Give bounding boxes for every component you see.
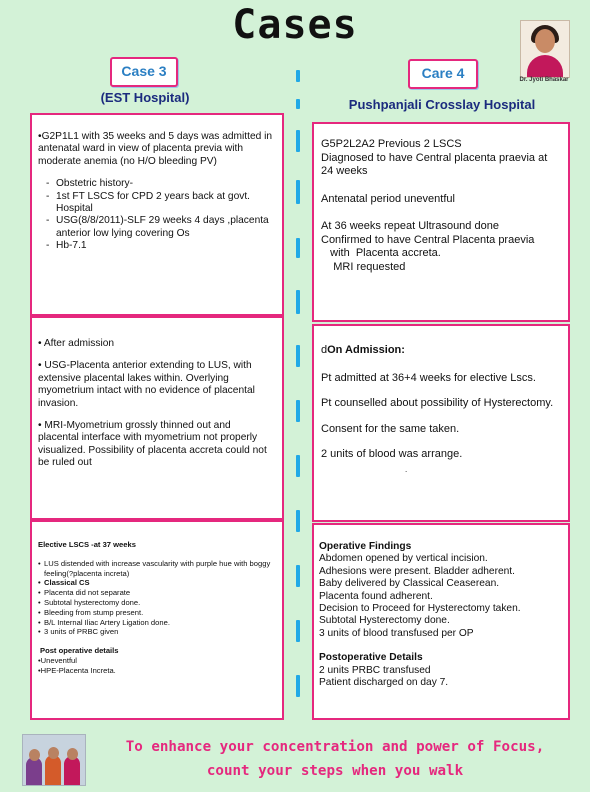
case-3-history-intro: •G2P1L1 with 35 weeks and 5 days was admitted in antenatal ward in view of placenta previa with moderate anemia (no H/O bleeding PV) [38,131,273,167]
divider-segment [296,238,300,258]
case-4-history-box [312,122,570,322]
case-4-op-line: Adhesions were present. Bladder adherent. [319,565,515,577]
case-3-admission-box [30,316,284,520]
divider-segment [296,400,300,422]
case-4-usg-line: At 36 weeks repeat Ultrasound done [321,220,499,232]
case-4-usg-line: MRI requested [321,260,406,273]
case-4-intro-line: G5P2L2A2 Previous 2 LSCS [321,138,462,150]
doctor-photo-face [535,29,555,53]
case-4-admission-dot: . [405,464,408,474]
list-item: - Obstetric history- [44,178,276,190]
case-4-antenatal: Antenatal period uneventful [321,192,455,205]
footer-person-head [29,749,40,761]
case-3-postop-item: •Uneventful [38,655,77,665]
case-4-admission-para: 2 units of blood was arrange. [321,448,463,460]
list-item: • Classical CS [38,578,276,588]
case-3-op-list [38,559,276,637]
list-item: • Subtotal hysterectomy done. [38,598,276,608]
footer-group-photo [22,734,86,786]
divider-segment [296,180,300,204]
footer-person-body [64,756,80,785]
list-item: - USG(8/8/2011)-SLF 29 weeks 4 days ,placenta anterior low lying covering Os [44,215,276,240]
case-3-admission-para: • USG-Placenta anterior extending to LUS, with extensive placental lakes within. Overlying myometrium intact with no evidence of placental invasion. [38,360,255,409]
case-4-admission-box [312,324,570,522]
case-4-op-line: 3 units of blood transfused per OP [319,627,474,639]
doctor-photo-body [527,55,563,77]
footer-person-head [67,748,78,760]
case-3-badge: Case 3 [110,57,178,87]
doctor-photo [520,20,570,78]
case-3-postop-title: Post operative details [40,646,119,656]
case-4-admission-para: Pt counselled about possibility of Hysterectomy. [321,397,554,409]
footer-person-head [48,747,59,759]
divider-segment [296,130,300,152]
case-4-postop-line: 2 units PRBC transfused [319,664,431,676]
case-4-usg-line: with Placenta accreta. [321,247,441,259]
list-item: • 3 units of PRBC given [38,627,276,637]
case-4-badge: Care 4 [408,59,478,89]
list-item: • Placenta did not separate [38,588,276,598]
case-3-admission-para: • After admission [38,338,115,349]
list-item: - 1st FT LSCS for CPD 2 years back at govt. Hospital [44,191,276,216]
case-3-history-list [38,178,276,252]
case-4-op-line: Abdomen opened by vertical incision. [319,553,488,565]
list-item: • Bleeding from stump present. [38,608,276,618]
case-3-operative-box [30,520,284,720]
case-4-admission-para: Consent for the same taken. [321,422,460,435]
page-title: Cases [232,2,358,48]
case-4-op-line: Baby delivered by Classical Ceaserean. [319,578,500,590]
footer-quote-line: count your steps when you walk [206,763,464,779]
case-4-admission-heading [321,344,562,358]
list-item: • B/L Internal Iliac Artery Ligation done. [38,618,276,628]
case-4-usg-line: Confirmed to have Central Placenta praevia [321,233,535,246]
divider-segment [296,290,300,314]
footer-person-body [26,757,42,785]
case-4-postop-title: Postoperative Details [319,652,423,664]
list-item: - Hb-7.1 [44,240,276,252]
divider-segment [296,620,300,642]
case-3-op-title: Elective LSCS -at 37 weeks [38,540,136,549]
case-4-intro-line: Diagnosed to have Central placenta praevia at 24 weeks [321,151,548,177]
divider-segment [296,99,300,109]
right-hospital-name: Pushpanjali Crosslay Hospital [348,97,536,112]
divider-segment [296,565,300,587]
case-4-admission-title: On Admission: [327,344,405,356]
case-3-postop-item: •HPE-Placenta Increta. [38,665,116,675]
divider-segment [296,70,300,82]
footer-person-body [45,755,61,785]
case-4-operative-box [312,523,570,720]
left-hospital-name: (EST Hospital) [100,90,190,105]
divider-segment [296,345,300,367]
case-4-admission-para: Pt admitted at 36+4 weeks for elective Lscs. [321,371,536,384]
divider-segment [296,675,300,697]
case-4-op-line: Subtotal Hysterectomy done. [319,615,450,627]
case-4-postop-line: Patient discharged on day 7. [319,677,449,689]
case-4-op-line: Decision to Proceed for Hysterectomy taken. [319,603,521,615]
case-3-history-box [30,113,284,316]
case-4-op-line: Placenta found adherent. [319,590,433,602]
case-4-admission-prefix: d [321,344,328,356]
doctor-caption: Dr. Jyoti Bhaskar [519,77,569,83]
case-3-admission-para: • MRI-Myometrium grossly thinned out and placental interface with myometrium not properly visualized. Possibility of placenta accreta could not be ruled out [38,420,267,469]
divider-segment [296,510,300,532]
footer-quote-line: To enhance your concentration and power of Focus, [125,739,545,755]
case-4-op-title: Operative Findings [319,541,412,552]
list-item: • LUS distended with increase vascularity with purple hue with boggy feeling(?placenta increta) [38,559,276,579]
divider-segment [296,455,300,477]
